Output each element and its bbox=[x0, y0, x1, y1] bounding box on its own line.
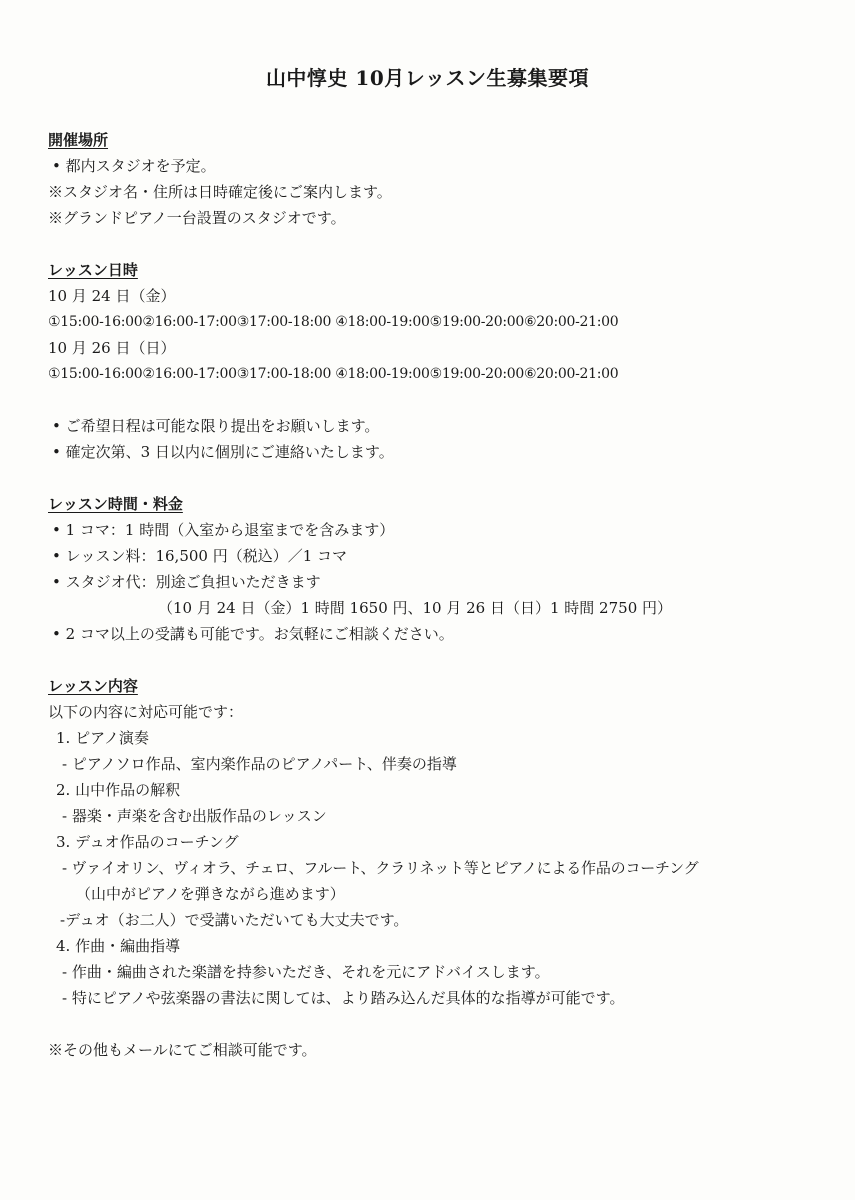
venue-heading: 開催場所 bbox=[48, 131, 109, 149]
content-detail: - 作曲・編曲された楽譜を持参いただき、それを元にアドバイスします。 bbox=[62, 963, 550, 981]
schedule-slots: ①15:00-16:00②16:00-17:00③17:00-18:00 ④18:00-19:00⑤19:00-20:00⑥20:00-21:00 bbox=[48, 314, 619, 330]
fees-line: • 1 コマ：1 時間（入室から退室までを含みます） bbox=[52, 521, 395, 539]
content-detail: - ヴァイオリン、ヴィオラ、チェロ、フルート、クラリネット等とピアノによる作品のコーチング bbox=[62, 859, 699, 877]
schedule-date: 10 月 26 日（日） bbox=[48, 339, 176, 357]
schedule-date: 10 月 24 日（金） bbox=[48, 287, 176, 305]
schedule-slots: ①15:00-16:00②16:00-17:00③17:00-18:00 ④18:00-19:00⑤19:00-20:00⑥20:00-21:00 bbox=[48, 366, 619, 382]
fees-heading: レッスン時間・料金 bbox=[48, 495, 183, 513]
schedule-note: • 確定次第、3 日以内に個別にご連絡いたします。 bbox=[52, 443, 394, 461]
fees-line: • スタジオ代：別途ご負担いただきます bbox=[52, 573, 321, 591]
venue-line: ※グランドピアノ一台設置のスタジオです。 bbox=[48, 209, 346, 227]
fees-line: （10 月 24 日（金）1 時間 1650 円、10 月 26 日（日）1 時間 2750 円） bbox=[158, 599, 673, 617]
document-title: 山中惇史 10月レッスン生募集要項 bbox=[265, 66, 590, 90]
content-heading: レッスン内容 bbox=[48, 677, 138, 695]
fees-line: • レッスン料：16,500 円（税込）／1 コマ bbox=[52, 547, 348, 565]
fees-line: • 2 コマ以上の受講も可能です。お気軽にご相談ください。 bbox=[52, 625, 454, 643]
content-detail: -デュオ（お二人）で受講いただいても大丈夫です。 bbox=[60, 911, 409, 929]
venue-line: ※スタジオ名・住所は日時確定後にご案内します。 bbox=[48, 183, 392, 201]
content-intro: 以下の内容に対応可能です： bbox=[48, 703, 244, 721]
content-item: 4. 作曲・編曲指導 bbox=[56, 937, 181, 955]
footer-note: ※その他もメールにてご相談可能です。 bbox=[48, 1041, 317, 1059]
content-detail: （山中がピアノを弾きながら進めます） bbox=[76, 885, 345, 903]
content-detail: - ピアノソロ作品、室内楽作品のピアノパート、伴奏の指導 bbox=[62, 755, 457, 773]
venue-line: • 都内スタジオを予定。 bbox=[52, 157, 216, 175]
content-item: 3. デュオ作品のコーチング bbox=[56, 833, 239, 851]
schedule-heading: レッスン日時 bbox=[48, 261, 138, 279]
content-item: 1. ピアノ演奏 bbox=[56, 729, 149, 747]
content-detail: - 器楽・声楽を含む出版作品のレッスン bbox=[62, 807, 327, 825]
content-detail: - 特にピアノや弦楽器の書法に関しては、より踏み込んだ具体的な指導が可能です。 bbox=[62, 989, 625, 1007]
content-item: 2. 山中作品の解釈 bbox=[56, 781, 181, 799]
schedule-note: • ご希望日程は可能な限り提出をお願いします。 bbox=[52, 417, 380, 435]
